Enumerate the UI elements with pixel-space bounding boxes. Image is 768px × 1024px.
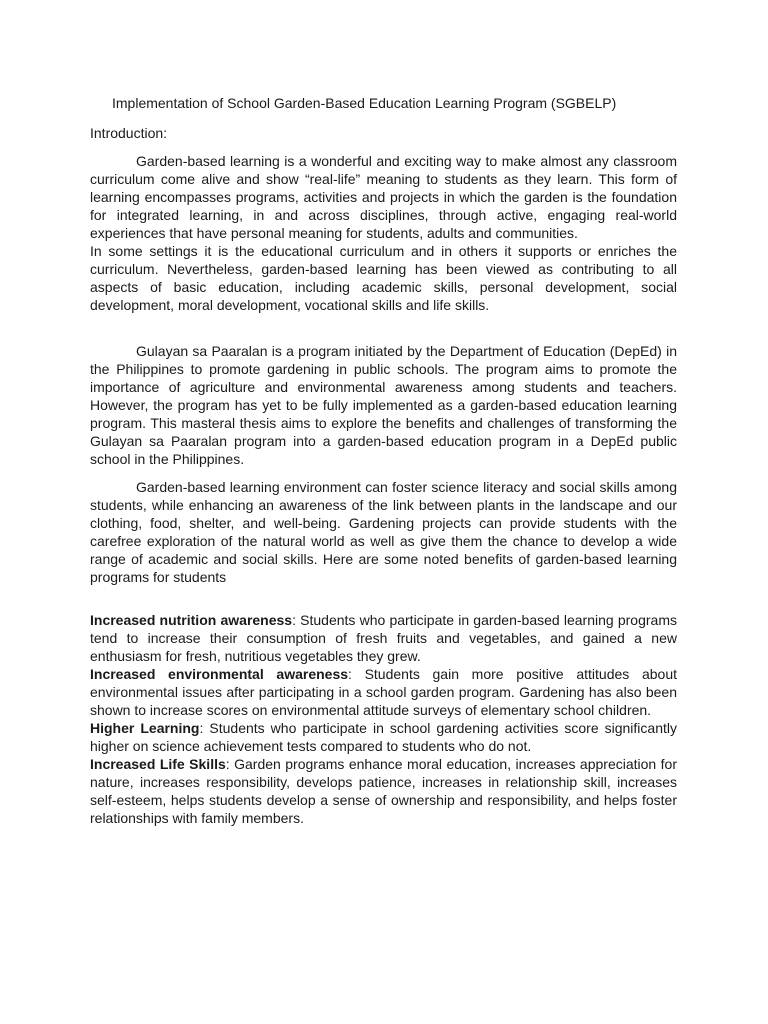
benefit-environmental-awareness bbox=[90, 665, 677, 719]
benefit-description: : Students who participate in garden-based learning programs tend to increase their consumption of fresh fruits and vegetables, and gained a new enthusiasm for fresh, nutritious vegetables they grew. bbox=[90, 612, 677, 664]
paragraph-curriculum-settings: In some settings it is the educational curriculum and in others it supports or enriches the curriculum. Nevertheless, garden-based learning has been viewed as contributing to all aspects of basic education, including academic skills, personal development, social development, moral development, vocational skills and life skills. bbox=[90, 243, 677, 313]
document-page bbox=[90, 94, 677, 827]
document-title: Implementation of School Garden-Based Education Learning Program (SGBELP) bbox=[112, 95, 617, 111]
paragraph-garden-based-learning: Garden-based learning is a wonderful and exciting way to make almost any classroom curriculum come alive and show “real-life” meaning to students as they learn. This form of learning encompasses programs, activities and projects in which the garden is the foundation for integrated learning, in and across disciplines, through active, engaging real-world experiences that have personal meaning for students, adults and communities. bbox=[90, 153, 677, 241]
introduction-heading: Introduction: bbox=[90, 125, 168, 141]
benefit-term: Higher Learning bbox=[90, 720, 200, 736]
paragraph-gulayan-sa-paaralan: Gulayan sa Paaralan is a program initiated by the Department of Education (DepEd) in the Philippines to promote gardening in public schools. The program aims to promote the importance of agriculture and environmental awareness among students and teachers. However, the program has yet to be fully implemented as a garden-based education learning program. This masteral thesis aims to explore the benefits and challenges of transforming the Gulayan sa Paaralan program into a garden-based education program in a DepEd public school in the Philippines. bbox=[90, 343, 677, 467]
benefit-life-skills bbox=[90, 755, 677, 827]
benefit-description: : Garden programs enhance moral education, increases appreciation for nature, increases responsibility, develops patience, increases in relationship skill, increases self-esteem, helps students develop a sense of ownership and responsibility, and helps foster relationships with family members. bbox=[90, 756, 677, 826]
benefit-nutrition-awareness bbox=[90, 611, 677, 665]
benefit-higher-learning bbox=[90, 719, 677, 755]
benefit-term: Increased environmental awareness bbox=[90, 666, 349, 682]
paragraph-spacer bbox=[90, 314, 677, 342]
paragraph-learning-environment: Garden-based learning environment can foster science literacy and social skills among students, while enhancing an awareness of the link between plants in the landscape and our clothing, food, shelter, and well-being. Gardening projects can provide students with the carefree exploration of the natural world as well as give them the chance to develop a wide range of academic and social skills. Here are some noted benefits of garden-based learning programs for students bbox=[90, 479, 677, 585]
paragraph-spacer bbox=[90, 468, 677, 478]
paragraph-spacer bbox=[90, 586, 677, 611]
benefit-term: Increased Life Skills bbox=[90, 756, 226, 772]
benefit-description: : Students who participate in school gardening activities score significantly higher on science achievement tests compared to students who do not. bbox=[90, 720, 677, 754]
benefit-description: : Students gain more positive attitudes about environmental issues after participating in a school garden program. Gardening has also been shown to increase scores on environmental attitude surveys of elementary school children. bbox=[90, 666, 677, 718]
benefit-term: Increased nutrition awareness bbox=[90, 612, 293, 628]
